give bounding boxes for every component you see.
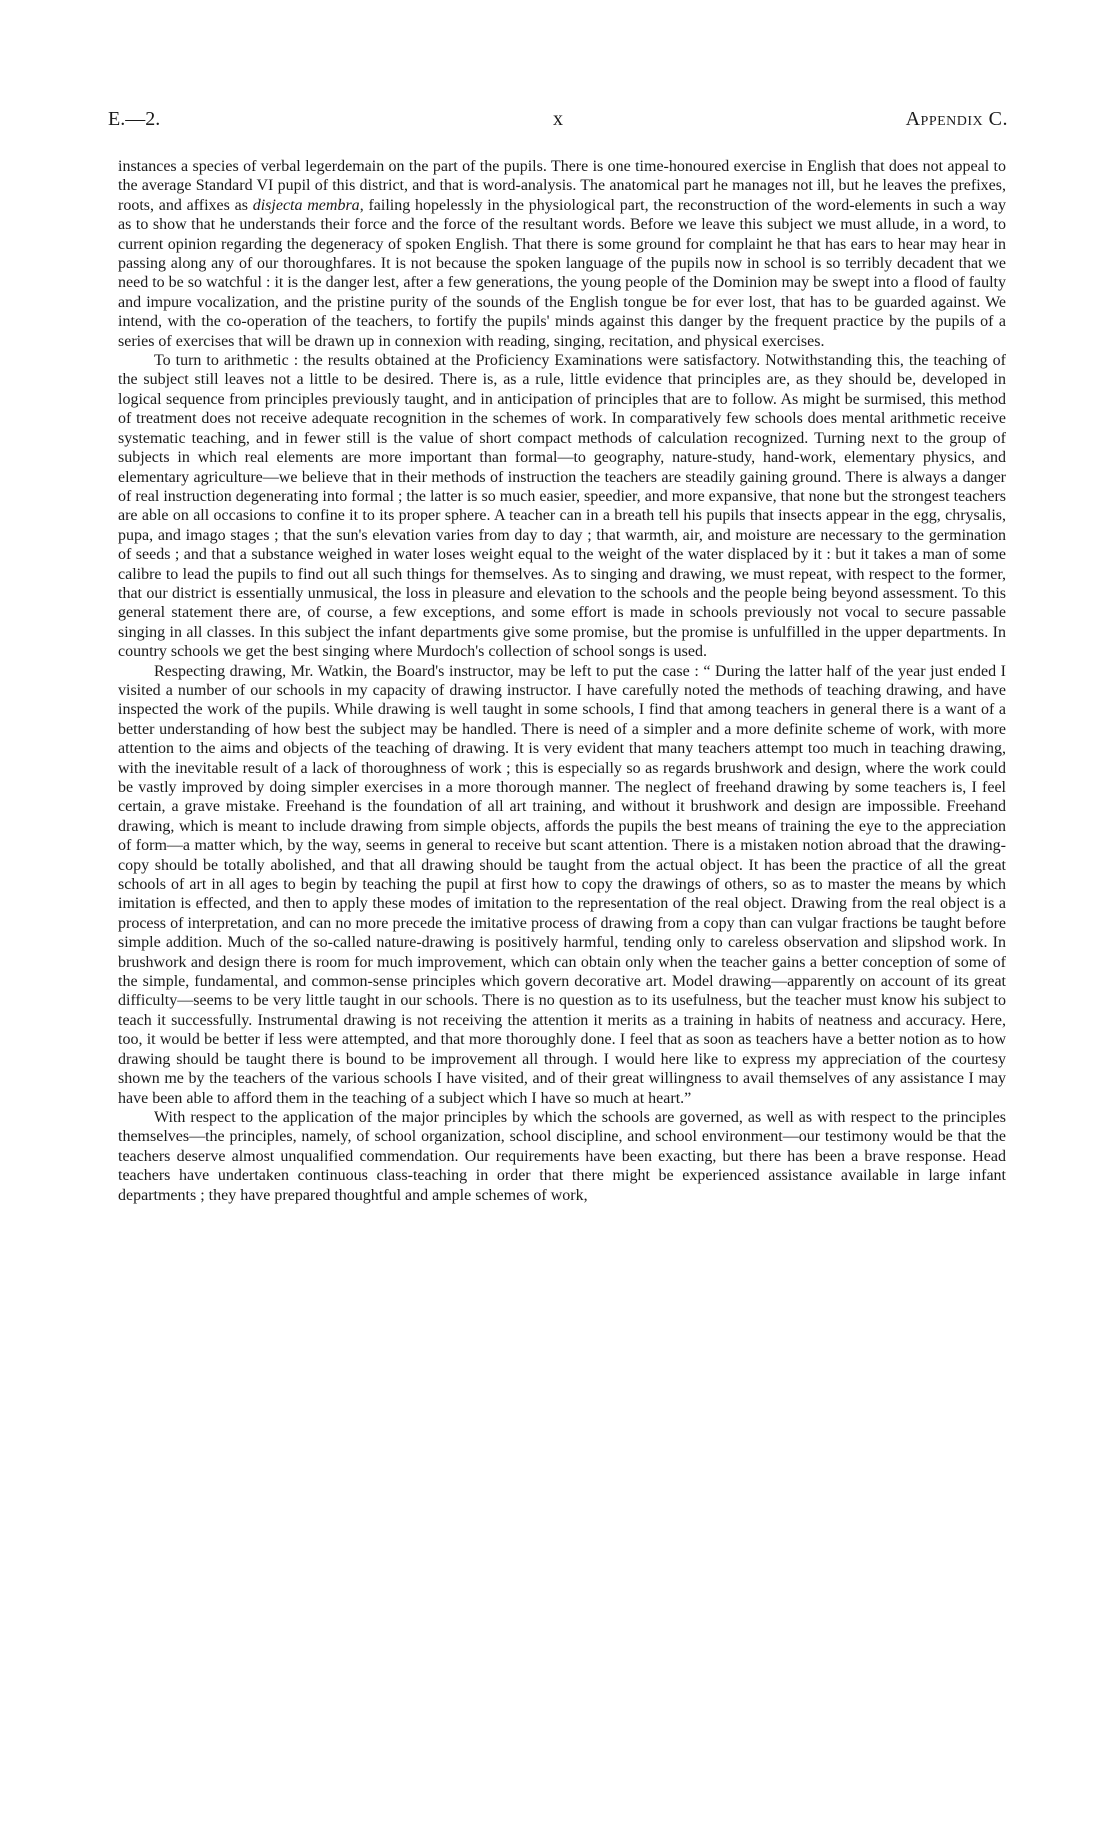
page-header bbox=[108, 108, 1008, 136]
latin-phrase: disjecta membra bbox=[252, 196, 360, 214]
paragraph-english-text-1: instances a species of verbal legerdemain on the part of the pupils. There is one time-honoured exercise in English that does not appeal to the average Standard VI pupil of this district, and that is word-analysis. The anatomical part he manages not ill, but he leaves the prefixes, roots, and affixes as bbox=[118, 158, 1006, 214]
body-text bbox=[118, 157, 1006, 1205]
report-code: E.—2. bbox=[108, 108, 161, 130]
page-number: x bbox=[553, 108, 563, 130]
paragraph-drawing: Respecting drawing, Mr. Watkin, the Board's instructor, may be left to put the case : “ During the latter half of the year just ended I visited a number of our schools in my capacity of drawing instructor. I have carefully noted the methods of teaching drawing, and have inspected the work of the pupils. While drawing is well taught in some schools, I find that among teachers in general there is a want of a better understanding of how best the subject may be handled. There is need of a simpler and a more definite scheme of work, with more attention to the aims and objects of the teaching of drawing. It is very evident that many teachers attempt too much in teaching drawing, with the inevitable result of a lack of thoroughness of work ; this is especially so as regards brushwork and design, where the work could be vastly improved by doing simpler exercises in a more thorough manner. The neglect of freehand drawing by some teachers is, I feel certain, a grave mistake. Freehand is the foundation of all art training, and without it brushwork and design are impossible. Freehand drawing, which is meant to include drawing from simple objects, affords the pupils the best means of training the eye to the appreciation of form—a matter which, by the way, seems in general to receive but scant attention. There is a mistaken notion abroad that the drawing-copy should be totally abolished, and that all drawing should be taught from the actual object. It has been the practice of all the great schools of art in all ages to begin by teaching the pupil at first how to copy the drawings of others, so as to master the means by which imitation is effected, and then to apply these modes of imitation to the representation of the real object. Drawing from the real object is a process of interpretation, and can no more precede the imitative process of drawing from a copy than can vulgar fractions be taught before simple addition. Much of the so-called nature-drawing is positively harmful, tending only to careless observation and slipshod work. In brushwork and design there is room for much improvement, which can obtain only when the teacher gains a better conception of some of the simple, fundamental, and common-sense principles which govern decorative art. Model drawing—apparently on account of its great difficulty—seems to be very little taught in our schools. There is no question as to its usefulness, but the teacher must know his subject to teach it successfully. Instrumental drawing is not receiving the attention it merits as a training in habits of neatness and accuracy. Here, too, it would be better if less were attempted, and that more thoroughly done. I feel that as soon as teachers have a better notion as to how drawing should be taught there is bound to be improvement all through. I would here like to express my appreciation of the courtesy shown me by the teachers of the various schools I have visited, and of their great willingness to avail themselves of any assistance I may have been able to afford them in the teaching of a subject which I have so much at heart.” bbox=[118, 662, 1006, 1107]
paragraph-principles: With respect to the application of the major principles by which the schools are governed, as well as with respect to the principles themselves—the principles, namely, of school organization, school discipline, and school environment—our testimony would be that the teachers deserve almost unqualified commendation. Our requirements have been exacting, but there has been a brave response. Head teachers have undertaken continuous class-teaching in order that there might be experienced assistance available in large infant departments ; they have prepared thoughtful and ample schemes of work, bbox=[118, 1108, 1006, 1204]
paragraph-english-text-2: , failing hopelessly in the physiological part, the reconstruction of the word-elements in such a way as to show that he understands their force and the force of the resultant words. Before we leave this subject we must allude, in a word, to current opinion regarding the degeneracy of spoken English. That there is some ground for complaint he that has ears to hear may hear in passing along any of our thoroughfares. It is not because the spoken language of the pupils now in school is so terribly decadent that we need to be so watchful : it is the danger lest, after a few generations, the young people of the Dominion may be swept into a flood of faulty and impure vocalization, and the pristine purity of the sounds of the English tongue be for ever lost, that has to be guarded against. We intend, with the co-operation of the teachers, to fortify the pupils' minds against this danger by the frequent practice by the pupils of a series of exercises that will be drawn up in connexion with reading, singing, recitation, and physical exercises. bbox=[118, 196, 1007, 350]
appendix-label: Appendix C. bbox=[905, 108, 1008, 130]
paragraph-arithmetic: To turn to arithmetic : the results obtained at the Proficiency Examinations were satisfactory. Notwithstanding this, the teaching of the subject still leaves not a little to be desired. There is, as a rule, little evidence that principles are, as they should be, developed in logical sequence from principles previously taught, and in anticipation of principles that are to follow. As might be surmised, this method of treatment does not receive adequate recognition in the schemes of work. In comparatively few schools does mental arithmetic receive systematic teaching, and in fewer still is the value of short compact methods of calculation recognized. Turning next to the group of subjects in which real elements are more important than formal—to geography, nature-study, hand-work, elementary physics, and elementary agriculture—we believe that in their methods of instruction the teachers are steadily gaining ground. There is always a danger of real instruction degenerating into formal ; the latter is so much easier, speedier, and more expansive, that none but the strongest teachers are able on all occasions to confine it to its proper sphere. A teacher can in a breath tell his pupils that insects appear in the egg, chrysalis, pupa, and imago stages ; that the sun's elevation varies from day to day ; that warmth, air, and moisture are necessary to the germination of seeds ; and that a substance weighed in water loses weight equal to the weight of the water displaced by it : but it takes a man of some calibre to lead the pupils to find out all such things for themselves. As to singing and drawing, we must repeat, with respect to the former, that our district is essentially unmusical, the loss in pleasure and elevation to the schools and the people being beyond assessment. To this general statement there are, of course, a few exceptions, and some effort is made in schools previously not vocal to secure passable singing in all classes. In this subject the infant departments give some promise, but the promise is unfulfilled in the upper departments. In country schools we get the best singing where Murdoch's collection of school songs is used. bbox=[118, 352, 1006, 661]
paragraph-english bbox=[118, 157, 1006, 351]
